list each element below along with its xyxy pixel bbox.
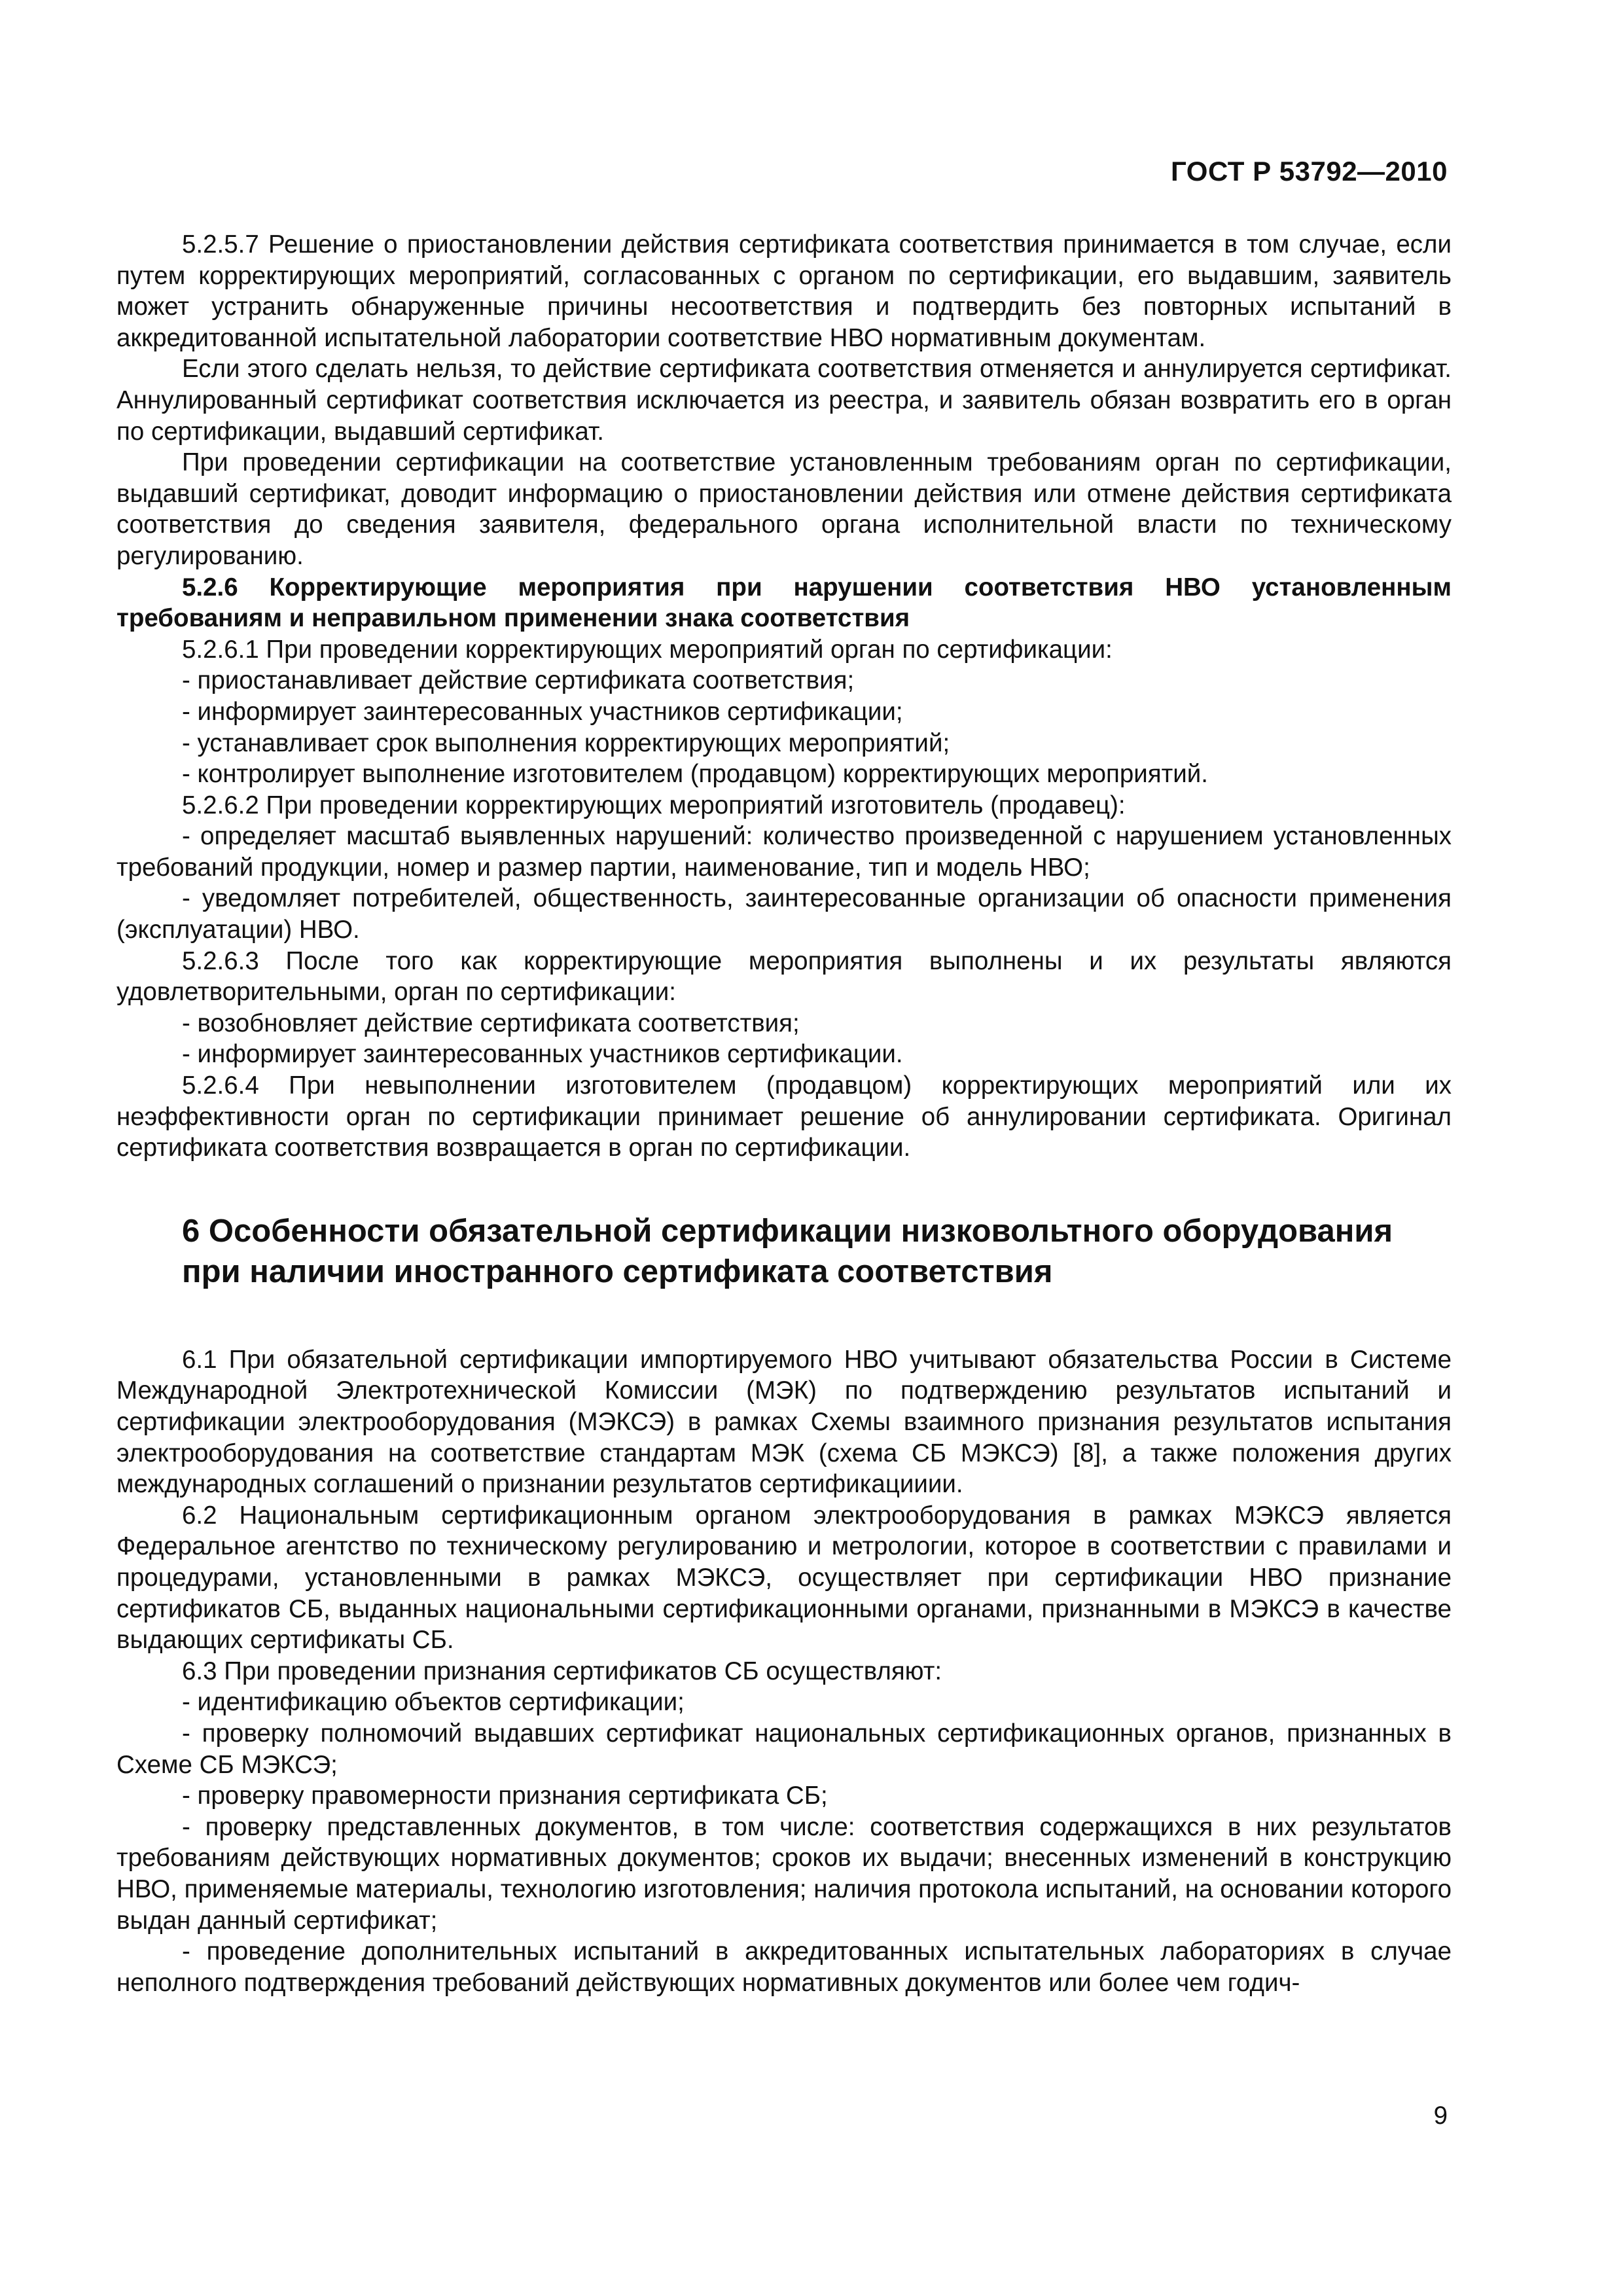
list-item: - уведомляет потребителей, общественность, заинтересованные организации об опасности применения (эксплуатации) НВО.	[116, 884, 1452, 944]
paragraph-6-2: 6.2 Национальным сертификационным органом электрооборудования в рамках МЭКСЭ является Федеральное агентство по техническому регулированию и метрологии, которое в соответствии с правилами и процедурами, установленными в рамках МЭКСЭ, осуществляет при сертификации НВО признание сертификатов СБ, выданных национальными сертификационными органами, признанными в МЭКСЭ в качестве выдающих сертификаты СБ.	[116, 1501, 1452, 1655]
document-body	[116, 229, 1452, 1998]
section-6-title: 6 Особенности обязательной сертификации низковольтного оборудования при наличии иностранного сертификата соответствия	[182, 1213, 1393, 1289]
list-item: - проверку правомерности признания сертификата СБ;	[182, 1782, 828, 1810]
paragraph-5-2-6-2: 5.2.6.2 При проведении корректирующих мероприятий изготовитель (продавец):	[182, 791, 1126, 819]
list-item: - информирует заинтересованных участников сертификации;	[182, 697, 903, 726]
list-item: - контролирует выполнение изготовителем (продавцом) корректирующих мероприятий.	[182, 760, 1208, 789]
list-item: - возобновляет действие сертификата соответствия;	[182, 1009, 800, 1037]
list-item: - устанавливает срок выполнения корректирующих мероприятий;	[182, 728, 950, 757]
list-item: - приостанавливает действие сертификата соответствия;	[182, 666, 855, 695]
document-header: ГОСТ Р 53792—2010	[1171, 156, 1448, 187]
paragraph-inform: При проведении сертификации на соответствие установленным требованиям орган по сертификации, выдавший сертификат, доводит информацию о приостановлении действия или отмене действия сертификата соответствия до сведения заявителя, федерального органа исполнительной власти по техническому регулированию.	[116, 448, 1452, 570]
paragraph-cancel: Если этого сделать нельзя, то действие сертификата соответствия отменяется и аннулируется сертификат. Аннулированный сертификат соответствия исключается из реестра, и заявитель обязан возвратить его в орган по сертификации, выдавший сертификат.	[116, 355, 1452, 446]
paragraph-5-2-6-3: 5.2.6.3 После того как корректирующие мероприятия выполнены и их результаты являются удовлетворительными, орган по сертификации:	[116, 946, 1452, 1007]
paragraph-5-2-5-7: 5.2.5.7 Решение о приостановлении действия сертификата соответствия принимается в том случае, если путем корректирующих мероприятий, согласованных с органом по сертификации, его выдавшим, заявитель может устранить обнаруженные причины несоответствия и подтвердить без повторных испытаний в аккредитованной испытательной лаборатории соответствие НВО нормативным документам.	[116, 230, 1452, 352]
list-item: - определяет масштаб выявленных нарушений: количество произведенной с нарушением установленных требований продукции, номер и размер партии, наименование, тип и модель НВО;	[116, 822, 1452, 882]
list-item: - проведение дополнительных испытаний в аккредитованных испытательных лабораториях в случае неполного подтверждения требований действующих нормативных документов или более чем годич-	[116, 1937, 1452, 1997]
list-item: - информирует заинтересованных участников сертификации.	[182, 1040, 903, 1069]
heading-5-2-6: 5.2.6 Корректирующие мероприятия при нарушении соответствия НВО установленным требованиям и неправильном применении знака соответствия	[116, 573, 1452, 633]
list-item: - идентификацию объектов сертификации;	[182, 1688, 685, 1717]
list-item: - проверку представленных документов, в том числе: соответствия содержащихся в них результатов требованиям действующих нормативных документов; сроков их выдачи; внесенных изменений в конструкцию НВО, применяемые материалы, технологию изготовления; наличия протокола испытаний, на основании которого выдан данный сертификат;	[116, 1812, 1452, 1935]
paragraph-5-2-6-1: 5.2.6.1 При проведении корректирующих мероприятий орган по сертификации:	[182, 635, 1113, 664]
paragraph-6-1: 6.1 При обязательной сертификации импортируемого НВО учитывают обязательства России в Системе Международной Электротехнической Комиссии (МЭК) по подтверждению результатов испытаний и сертификации электрооборудования (МЭКСЭ) в рамках Схемы взаимного признания результатов испытания электрооборудования на соответствие стандартам МЭК (схема СБ МЭКСЭ) [8], а также положения других международных соглашений о признании результатов сертификацииии.	[116, 1345, 1452, 1499]
page-number: 9	[1433, 2102, 1448, 2130]
paragraph-6-3: 6.3 При проведении признания сертификатов СБ осуществляют:	[182, 1657, 942, 1685]
paragraph-5-2-6-4: 5.2.6.4 При невыполнении изготовителем (продавцом) корректирующих мероприятий или их неэффективности орган по сертификации принимает решение об аннулировании сертификата. Оригинал сертификата соответствия возвращается в орган по сертификации.	[116, 1071, 1452, 1162]
list-item: - проверку полномочий выдавших сертификат национальных сертификационных органов, признанных в Схеме СБ МЭКСЭ;	[116, 1719, 1452, 1779]
